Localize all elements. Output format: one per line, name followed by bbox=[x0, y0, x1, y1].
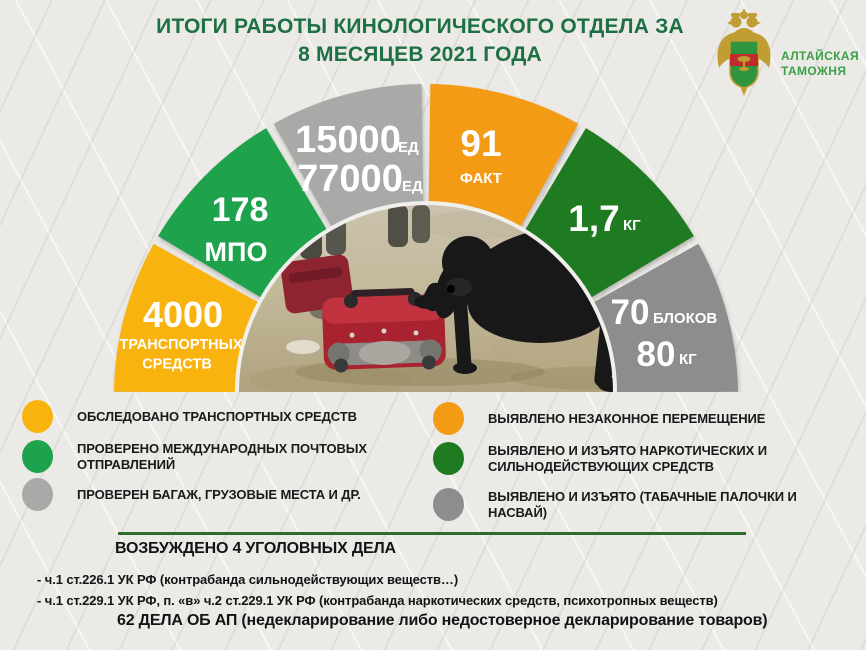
legend-label-international-mail: ПРОВЕРЕНО МЕЖДУНАРОДНЫХ ПОЧТОВЫХ ОТПРАВЛЕНИЙ bbox=[77, 441, 368, 472]
legend-label-illegal-movement: ВЫЯВЛЕНО НЕЗАКОННОЕ ПЕРЕМЕЩЕНИЕ bbox=[488, 410, 766, 426]
page-title bbox=[70, 13, 770, 69]
unit-tobacco-2: КГ bbox=[679, 351, 697, 368]
legend-label-narcotics: ВЫЯВЛЕНО И ИЗЪЯТО НАРКОТИЧЕСКИХ И СИЛЬНОДЕЙСТВУЮЩИХ СРЕДСТВ bbox=[488, 443, 767, 474]
criminal-case-item: - ч.1 ст.226.1 УК РФ (контрабанда сильнодействующих веществ…) bbox=[37, 572, 459, 587]
administrative-cases-summary: 62 ДЕЛА ОБ АП (недекларирование либо недостоверное декларирование товаров) bbox=[117, 612, 768, 629]
unit-illegal-movement: ФАКТ bbox=[460, 170, 502, 187]
unit-narcotics: КГ bbox=[623, 217, 641, 234]
value-tobacco-2: 80 bbox=[636, 335, 676, 374]
value-narcotics: 1,7 bbox=[568, 198, 620, 239]
customs-office-name-line1: АЛТАЙСКАЯ bbox=[781, 49, 859, 63]
criminal-cases-list bbox=[37, 569, 718, 611]
legend-label-baggage: ПРОВЕРЕН БАГАЖ, ГРУЗОВЫЕ МЕСТА И ДР. bbox=[77, 486, 361, 502]
value-baggage-1: 15000 bbox=[295, 119, 401, 161]
customs-office-name-line2: ТАМОЖНЯ bbox=[781, 64, 847, 78]
page-title-line1: ИТОГИ РАБОТЫ КИНОЛОГИЧЕСКОГО ОТДЕЛА ЗА bbox=[156, 15, 684, 38]
customs-office-name bbox=[781, 49, 865, 79]
value-international-mail: 178 bbox=[211, 191, 269, 229]
value-vehicles: 4000 bbox=[142, 294, 224, 335]
value-tobacco-1: 70 bbox=[610, 293, 650, 332]
value-baggage-2: 77000 bbox=[297, 158, 403, 200]
unit-tobacco-1: БЛОКОВ bbox=[653, 310, 718, 327]
legend-label-tobacco: ВЫЯВЛЕНО И ИЗЪЯТО (ТАБАЧНЫЕ ПАЛОЧКИ И НАСВАЙ) bbox=[488, 489, 797, 520]
customs-eagle-emblem-icon bbox=[712, 8, 776, 100]
unit-baggage-2: ЕД bbox=[402, 178, 423, 195]
unit-vehicles-line1: ТРАНСПОРТНЫХ bbox=[119, 337, 243, 353]
unit-vehicles-line2: СРЕДСТВ bbox=[142, 356, 212, 373]
criminal-cases-heading: ВОЗБУЖДЕНО 4 УГОЛОВНЫХ ДЕЛА bbox=[115, 540, 396, 557]
footer-separator-line bbox=[118, 532, 746, 535]
unit-baggage-1: ЕД bbox=[398, 139, 419, 156]
unit-international-mail: МПО bbox=[204, 237, 268, 267]
page-title-line2: 8 МЕСЯЦЕВ 2021 ГОДА bbox=[298, 43, 542, 66]
legend-label-vehicles: ОБСЛЕДОВАНО ТРАНСПОРТНЫХ СРЕДСТВ bbox=[77, 408, 357, 424]
value-illegal-movement: 91 bbox=[460, 123, 502, 164]
criminal-case-item: - ч.1 ст.229.1 УК РФ, п. «в» ч.2 ст.229.1 УК РФ (контрабанда наркотических средств, психотропных веществ) bbox=[37, 593, 718, 608]
